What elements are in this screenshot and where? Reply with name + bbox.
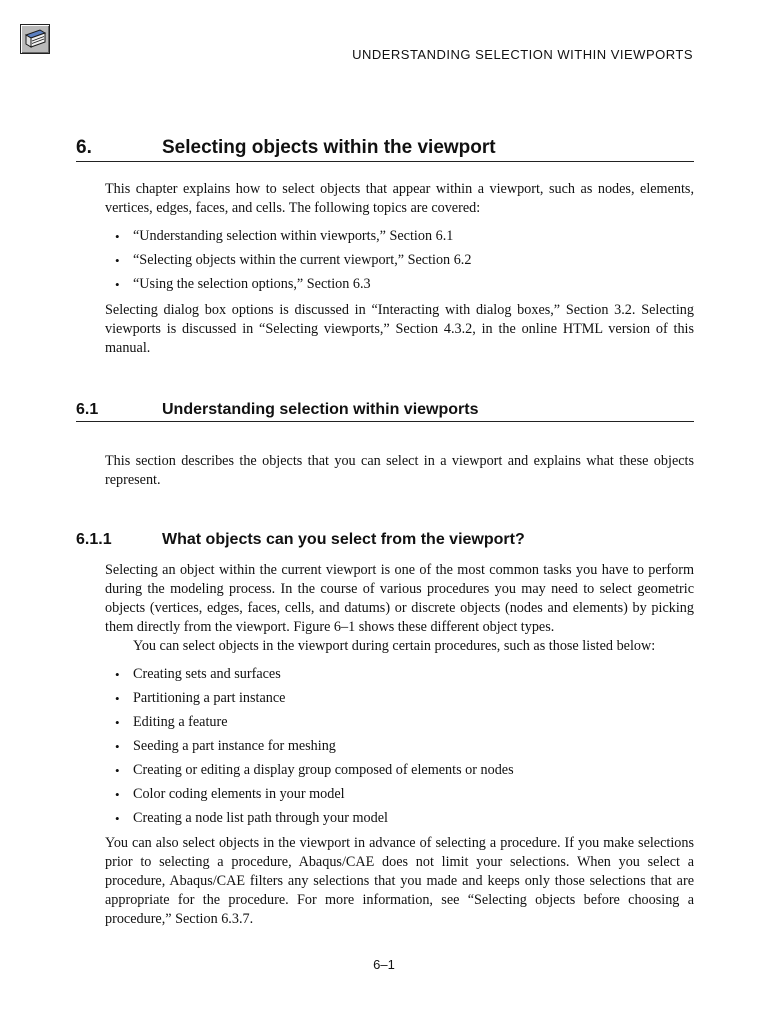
- subsection-paragraph-1: Selecting an object within the current viewport is one of the most common tasks you have to perform during the modeling process. In the course of various procedures you may need to select geometric objects (vertices, edges, faces, cells, and datums) or discrete objects (nodes and elements) by picking them directly from the viewport. Figure 6–1 shows these different object types.: [105, 562, 694, 635]
- list-item: • Seeding a part instance for meshing: [105, 737, 694, 761]
- topic-list: [105, 227, 694, 299]
- list-item: • Editing a feature: [105, 713, 694, 737]
- chapter-note: Selecting dialog box options is discussed in “Interacting with dialog boxes,” Section 3.2. Selecting viewports is discussed in “Selecting viewports,” Section 4.3.2, in the online HTML version of this manual.: [105, 302, 694, 356]
- subsection-heading: [76, 531, 525, 549]
- chapter-intro: This chapter explains how to select objects that appear within a viewport, such as nodes, elements, vertices, edges, faces, and cells. The following topics are covered:: [105, 181, 694, 216]
- chapter-number: 6.: [76, 137, 92, 158]
- running-head: UNDERSTANDING SELECTION WITHIN VIEWPORTS: [352, 47, 693, 62]
- chapter-heading: [76, 137, 694, 162]
- chapter-title: Selecting objects within the viewport: [162, 137, 496, 158]
- section-intro: This section describes the objects that you can select in a viewport and explains what these objects represent.: [105, 453, 694, 488]
- list-item: • Creating sets and surfaces: [105, 665, 694, 689]
- subsection-paragraph-2: You can select objects in the viewport during certain procedures, such as those listed below:: [133, 638, 656, 654]
- list-item: • Color coding elements in your model: [105, 785, 694, 809]
- topic-link-6-2[interactable]: • “Selecting objects within the current viewport,” Section 6.2: [105, 251, 694, 275]
- subsection-paragraph-3: You can also select objects in the viewport in advance of selecting a procedure. If you make selections prior to selecting a procedure, Abaqus/CAE does not limit your selections. When you select a procedure, Abaqus/CAE filters any selections that you made and keeps only those selections that are appropriate for the procedure. For more information, see “Selecting objects before choosing a procedure,” Section 6.3.7.: [105, 835, 694, 927]
- topic-link-6-3[interactable]: • “Using the selection options,” Section 6.3: [105, 275, 694, 299]
- section-number: 6.1: [76, 401, 99, 418]
- subsection-title: What objects can you select from the viewport?: [162, 531, 525, 548]
- topic-link-6-1[interactable]: • “Understanding selection within viewports,” Section 6.1: [105, 227, 694, 251]
- list-item: • Creating a node list path through your model: [105, 809, 694, 833]
- list-item: • Creating or editing a display group composed of elements or nodes: [105, 761, 694, 785]
- procedure-list: [105, 665, 694, 833]
- list-item: • Partitioning a part instance: [105, 689, 694, 713]
- book-icon[interactable]: [20, 24, 50, 54]
- section-title: Understanding selection within viewports: [162, 401, 479, 418]
- subsection-number: 6.1.1: [76, 531, 112, 548]
- section-heading: [76, 401, 694, 422]
- page-number: 6–1: [373, 957, 395, 972]
- book-icon-graphic: [21, 25, 49, 53]
